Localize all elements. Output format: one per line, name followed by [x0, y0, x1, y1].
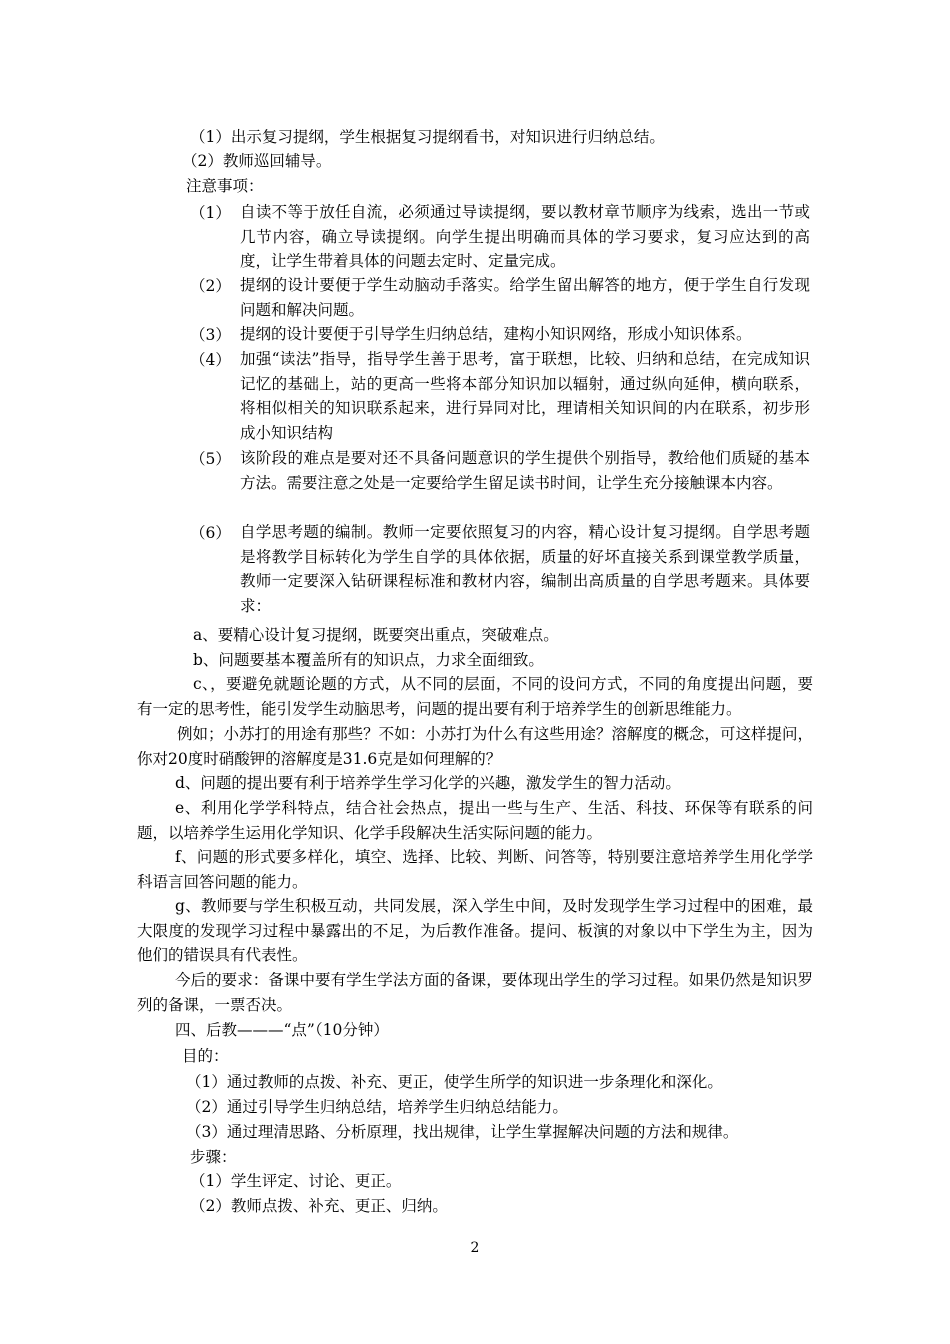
- note-number: （6）: [190, 524, 231, 542]
- note-text: 自读不等于放任自流，必须通过导读提纲，要以教材章节顺序为线索，选出一节或几节内容，确立导读提纲。向学生提出明确而具体的学习要求，复习应达到的高度，让学生带着具体的问题去定时、定量完成。: [240, 203, 810, 271]
- requirement-example: 例如；小苏打的用途有那些？不如：小苏打为什么有这些用途？溶解度的概念，可这样提问，你对20度时硝酸钾的溶解度是31.6克是如何理解的？: [137, 725, 813, 768]
- note-text: 该阶段的难点是要对还不具备问题意识的学生提供个别指导，教给他们质疑的基本方法。需要注意之处是一定要给学生留足读书时间，让学生充分接触课本内容。: [240, 449, 810, 492]
- purpose-item: （2）通过引导学生归纳总结，培养学生归纳总结能力。: [186, 1098, 568, 1116]
- note-number: （2）: [190, 277, 231, 295]
- requirement-f: f、问题的形式要多样化，填空、选择、比较、判断、问答等，特别要注意培养学生用化学学科语言回答问题的能力。: [137, 848, 813, 891]
- requirement-c: c、，要避免就题论题的方式，从不同的层面，不同的设问方式，不同的角度提出问题，要有一定的思考性，能引发学生动脑思考，问题的提出要有利于培养学生的创新思维能力。: [137, 675, 813, 718]
- purpose-heading: 目的：: [182, 1047, 229, 1065]
- note-number: （5）: [190, 450, 231, 468]
- note-text: 加强“读法”指导，指导学生善于思考，富于联想，比较、归纳和总结，在完成知识记忆的基础上，站的更高一些将本部分知识加以辐射，通过纵向延伸，横向联系，将相似相关的知识联系起来，进行异同对比，理请相关知识间的内在联系，初步形成小知识结构: [240, 350, 810, 442]
- requirement-g: g、教师要与学生积极互动，共同发展，深入学生中间，及时发现学生学习过程中的困难，最大限度的发现学习过程中暴露出的不足，为后教作准备。提问、板演的对象以中下学生为主，因为他们的错误具有代表性。: [137, 897, 813, 965]
- note-number: （4）: [190, 351, 231, 369]
- section-4-heading: 四、后教———“点”（10分钟）: [175, 1021, 389, 1039]
- requirement-d: d、问题的提出要有利于培养学生学习化学的兴趣，激发学生的智力活动。: [175, 774, 681, 792]
- requirement-b: b、问题要基本覆盖所有的知识点，力求全面细致。: [193, 651, 544, 669]
- note-number: （3）: [190, 326, 231, 344]
- steps-heading: 步骤：: [190, 1148, 237, 1166]
- step-item: （2）教师点拨、补充、更正、归纳。: [190, 1197, 448, 1215]
- page-number: 2: [470, 1240, 480, 1256]
- step-item: （1）学生评定、讨论、更正。: [190, 1172, 402, 1190]
- requirement-a: a、要精心设计复习提纲，既要突出重点，突破难点。: [193, 626, 559, 644]
- note-text: 提纲的设计要便于学生动脑动手落实。给学生留出解答的地方，便于学生自行发现问题和解决问题。: [240, 276, 810, 319]
- purpose-item: （3）通过理清思路、分析原理，找出规律，让学生掌握解决问题的方法和规律。: [186, 1123, 739, 1141]
- future-requirement: 今后的要求：备课中要有学生学法方面的备课，要体现出学生的学习过程。如果仍然是知识罗列的备课，一票否决。: [137, 971, 813, 1014]
- note-text: 提纲的设计要便于引导学生归纳总结，建构小知识网络，形成小知识体系。: [240, 325, 752, 343]
- intro-step-2: （2）教师巡回辅导。: [182, 152, 332, 170]
- note-number: （1）: [190, 204, 231, 222]
- intro-step-1: （1）出示复习提纲，学生根据复习提纲看书，对知识进行归纳总结。: [190, 128, 665, 146]
- purpose-item: （1）通过教师的点拨、补充、更正，使学生所学的知识进一步条理化和深化。: [186, 1073, 723, 1091]
- notes-heading: 注意事项：: [186, 177, 264, 195]
- requirement-e: e、利用化学学科特点，结合社会热点，提出一些与生产、生活、科技、环保等有联系的问题，以培养学生运用化学知识、化学手段解决生活实际问题的能力。: [137, 799, 813, 842]
- note-text: 自学思考题的编制。教师一定要依照复习的内容，精心设计复习提纲。自学思考题是将教学目标转化为学生自学的具体依据，质量的好坏直接关系到课堂教学质量，教师一定要深入钻研课程标准和教材内容，编制出高质量的自学思考题来。具体要求：: [240, 523, 810, 615]
